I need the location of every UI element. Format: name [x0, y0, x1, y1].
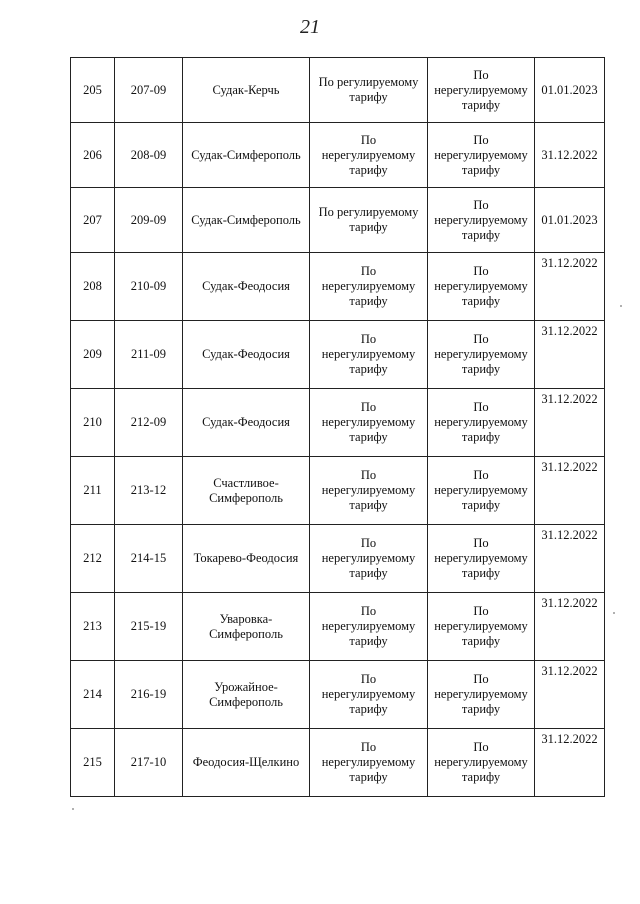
date: 31.12.2022	[535, 729, 605, 797]
tariff-a: По нерегулируемому тарифу	[310, 729, 428, 797]
date: 31.12.2022	[535, 593, 605, 661]
tariff-a: По нерегулируемому тарифу	[310, 525, 428, 593]
route-number: 216-19	[115, 661, 183, 729]
date: 31.12.2022	[535, 457, 605, 525]
row-number: 205	[71, 58, 115, 123]
page-number: 21	[300, 16, 320, 38]
row-number: 211	[71, 457, 115, 525]
scan-speck	[72, 808, 74, 810]
date: 31.12.2022	[535, 321, 605, 389]
route-number: 209-09	[115, 188, 183, 253]
row-number: 208	[71, 253, 115, 321]
date: 31.12.2022	[535, 253, 605, 321]
route-number: 207-09	[115, 58, 183, 123]
route-number: 210-09	[115, 253, 183, 321]
date: 31.12.2022	[535, 661, 605, 729]
tariff-b: По нерегулируемому тарифу	[428, 58, 535, 123]
table-row	[71, 593, 605, 661]
row-number: 213	[71, 593, 115, 661]
tariff-a: По нерегулируемому тарифу	[310, 389, 428, 457]
date: 31.12.2022	[535, 123, 605, 188]
table-row	[71, 661, 605, 729]
route-name: Феодосия-Щелкино	[183, 729, 310, 797]
row-number: 215	[71, 729, 115, 797]
tariff-a: По нерегулируемому тарифу	[310, 253, 428, 321]
tariff-a: По регулируемому тарифу	[310, 58, 428, 123]
tariff-a: По регулируемому тарифу	[310, 188, 428, 253]
route-number: 211-09	[115, 321, 183, 389]
tariff-b: По нерегулируемому тарифу	[428, 389, 535, 457]
route-name: Урожайное-Симферополь	[183, 661, 310, 729]
table-row	[71, 457, 605, 525]
tariff-a: По нерегулируемому тарифу	[310, 123, 428, 188]
tariff-b: По нерегулируемому тарифу	[428, 123, 535, 188]
row-number: 206	[71, 123, 115, 188]
tariff-b: По нерегулируемому тарифу	[428, 661, 535, 729]
tariff-a: По нерегулируемому тарифу	[310, 661, 428, 729]
date: 31.12.2022	[535, 525, 605, 593]
tariff-a: По нерегулируемому тарифу	[310, 457, 428, 525]
table-row	[71, 321, 605, 389]
tariff-b: По нерегулируемому тарифу	[428, 253, 535, 321]
route-name: Токарево-Феодосия	[183, 525, 310, 593]
row-number: 212	[71, 525, 115, 593]
tariff-b: По нерегулируемому тарифу	[428, 593, 535, 661]
tariff-b: По нерегулируемому тарифу	[428, 525, 535, 593]
route-name: Судак-Керчь	[183, 58, 310, 123]
scan-speck	[620, 305, 622, 307]
date: 01.01.2023	[535, 58, 605, 123]
route-number: 217-10	[115, 729, 183, 797]
table-row	[71, 729, 605, 797]
routes-table	[70, 57, 605, 797]
routes-table-body	[71, 58, 605, 797]
route-name: Уваровка-Симферополь	[183, 593, 310, 661]
row-number: 210	[71, 389, 115, 457]
route-name: Счастливое-Симферополь	[183, 457, 310, 525]
date: 01.01.2023	[535, 188, 605, 253]
row-number: 214	[71, 661, 115, 729]
tariff-b: По нерегулируемому тарифу	[428, 457, 535, 525]
route-name: Судак-Феодосия	[183, 253, 310, 321]
route-number: 213-12	[115, 457, 183, 525]
tariff-a: По нерегулируемому тарифу	[310, 593, 428, 661]
row-number: 209	[71, 321, 115, 389]
route-number: 212-09	[115, 389, 183, 457]
table-row	[71, 188, 605, 253]
table-row	[71, 58, 605, 123]
route-number: 214-15	[115, 525, 183, 593]
tariff-b: По нерегулируемому тарифу	[428, 188, 535, 253]
route-number: 215-19	[115, 593, 183, 661]
table-row	[71, 123, 605, 188]
route-number: 208-09	[115, 123, 183, 188]
scan-speck	[613, 612, 615, 614]
table-row	[71, 525, 605, 593]
date: 31.12.2022	[535, 389, 605, 457]
route-name: Судак-Феодосия	[183, 389, 310, 457]
route-name: Судак-Феодосия	[183, 321, 310, 389]
route-name: Судак-Симферополь	[183, 123, 310, 188]
table-row	[71, 253, 605, 321]
route-name: Судак-Симферополь	[183, 188, 310, 253]
tariff-a: По нерегулируемому тарифу	[310, 321, 428, 389]
table-row	[71, 389, 605, 457]
row-number: 207	[71, 188, 115, 253]
tariff-b: По нерегулируемому тарифу	[428, 321, 535, 389]
tariff-b: По нерегулируемому тарифу	[428, 729, 535, 797]
